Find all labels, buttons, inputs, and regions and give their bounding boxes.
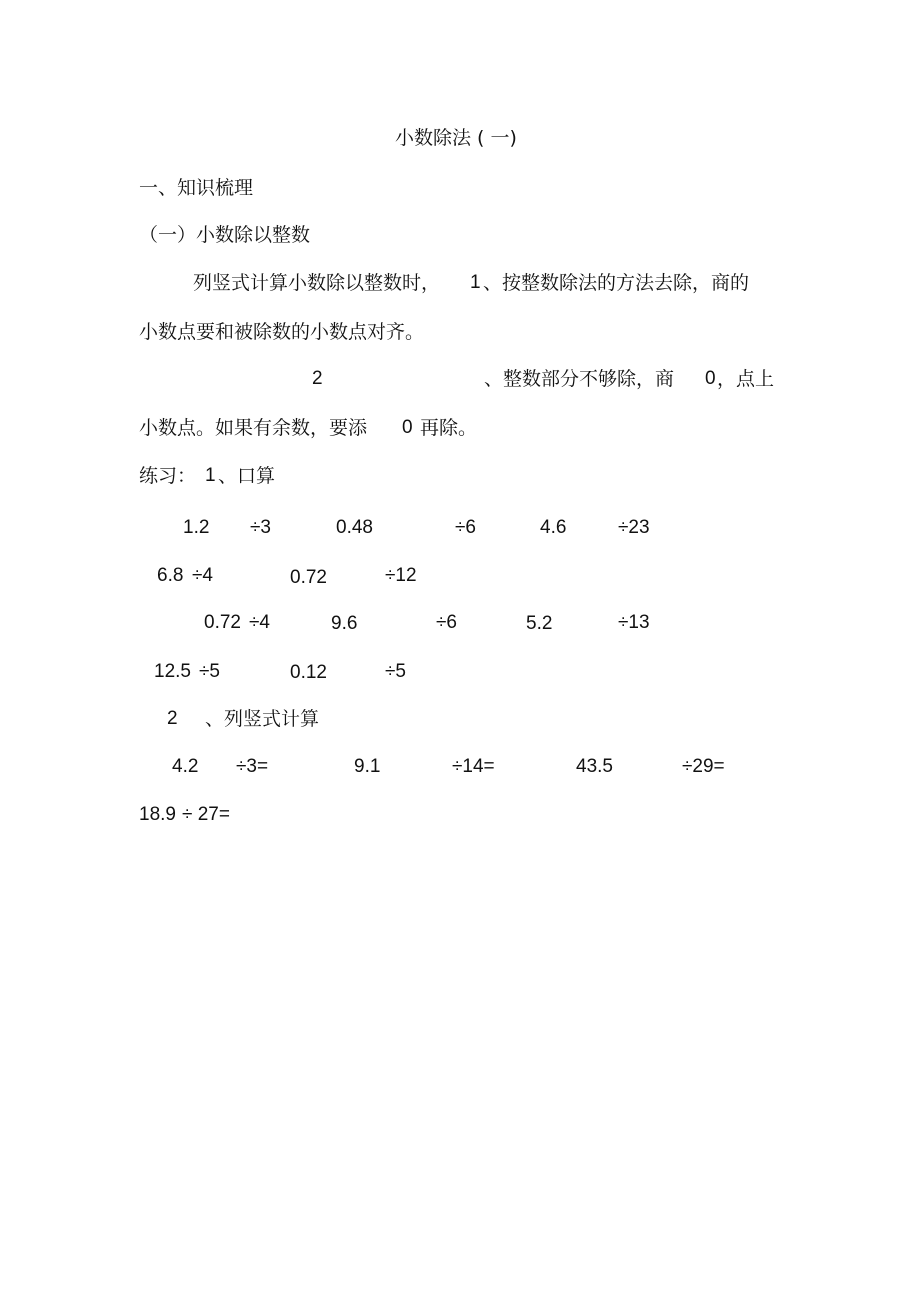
oral-dividend: 4.6 [540,517,567,538]
oral-dividend: 6.8 [157,565,184,586]
oral-dividend: 1.2 [183,517,210,538]
oral-dividend: 0.72 [204,612,241,633]
oral-divisor: ÷6 [436,612,457,633]
oral-divisor: ÷3 [250,517,271,538]
oral-divisor: ÷23 [618,517,650,538]
rule1-text: 、按整数除法的方法去除，商的 [483,272,750,294]
oral-dividend: 0.72 [290,567,327,588]
oral-divisor: ÷12 [385,565,417,586]
oral-divisor: ÷4 [249,612,270,633]
oral-divisor: ÷5 [199,661,220,682]
oral-divisor: ÷5 [385,661,406,682]
rule2-continuation-b: 再除。 [420,417,478,439]
rule2-text-a: 、整数部分不够除，商 [484,368,675,390]
oral-dividend: 5.2 [526,613,553,634]
rule1-continuation: 小数点要和被除数的小数点对齐。 [139,321,425,343]
practice-text: 、口算 [218,465,276,487]
oral-dividend: 12.5 [154,661,191,682]
vertical-divisor: ÷14= [452,756,495,777]
vertical-divisor: ÷3= [236,756,269,777]
vertical-divisor: ÷ 27= [182,804,230,825]
section-heading: 一、知识梳理 [139,177,254,199]
oral-divisor: ÷4 [192,565,213,586]
oral-dividend: 0.48 [336,517,373,538]
practice-label: 练习： [139,465,197,487]
vertical-divisor: ÷29= [682,756,725,777]
oral-dividend: 9.6 [331,613,358,634]
vertical-dividend: 18.9 [139,804,176,825]
rule1-number: 1 [470,272,481,293]
oral-dividend: 0.12 [290,662,327,683]
vertical-dividend: 4.2 [172,756,199,777]
rule2-text-b: ，点上 [717,368,775,390]
practice-number: 1 [205,465,216,486]
vertical-dividend: 9.1 [354,756,381,777]
rule2-continuation-a: 小数点。如果有余数，要添 [139,417,368,439]
oral-divisor: ÷13 [618,612,650,633]
vertical-dividend: 43.5 [576,756,613,777]
oral-divisor: ÷6 [455,517,476,538]
rule1-intro: 列竖式计算小数除以整数时， [193,272,441,294]
rule2-continuation-zero: 0 [402,417,413,438]
page-title: 小数除法 ( 一) [395,127,517,149]
rule2-number: 2 [312,368,323,389]
subsection-heading: （一）小数除以整数 [139,224,311,246]
vertical-heading: 、列竖式计算 [205,708,320,730]
vertical-number: 2 [167,708,178,729]
rule2-zero: 0 [705,368,716,389]
